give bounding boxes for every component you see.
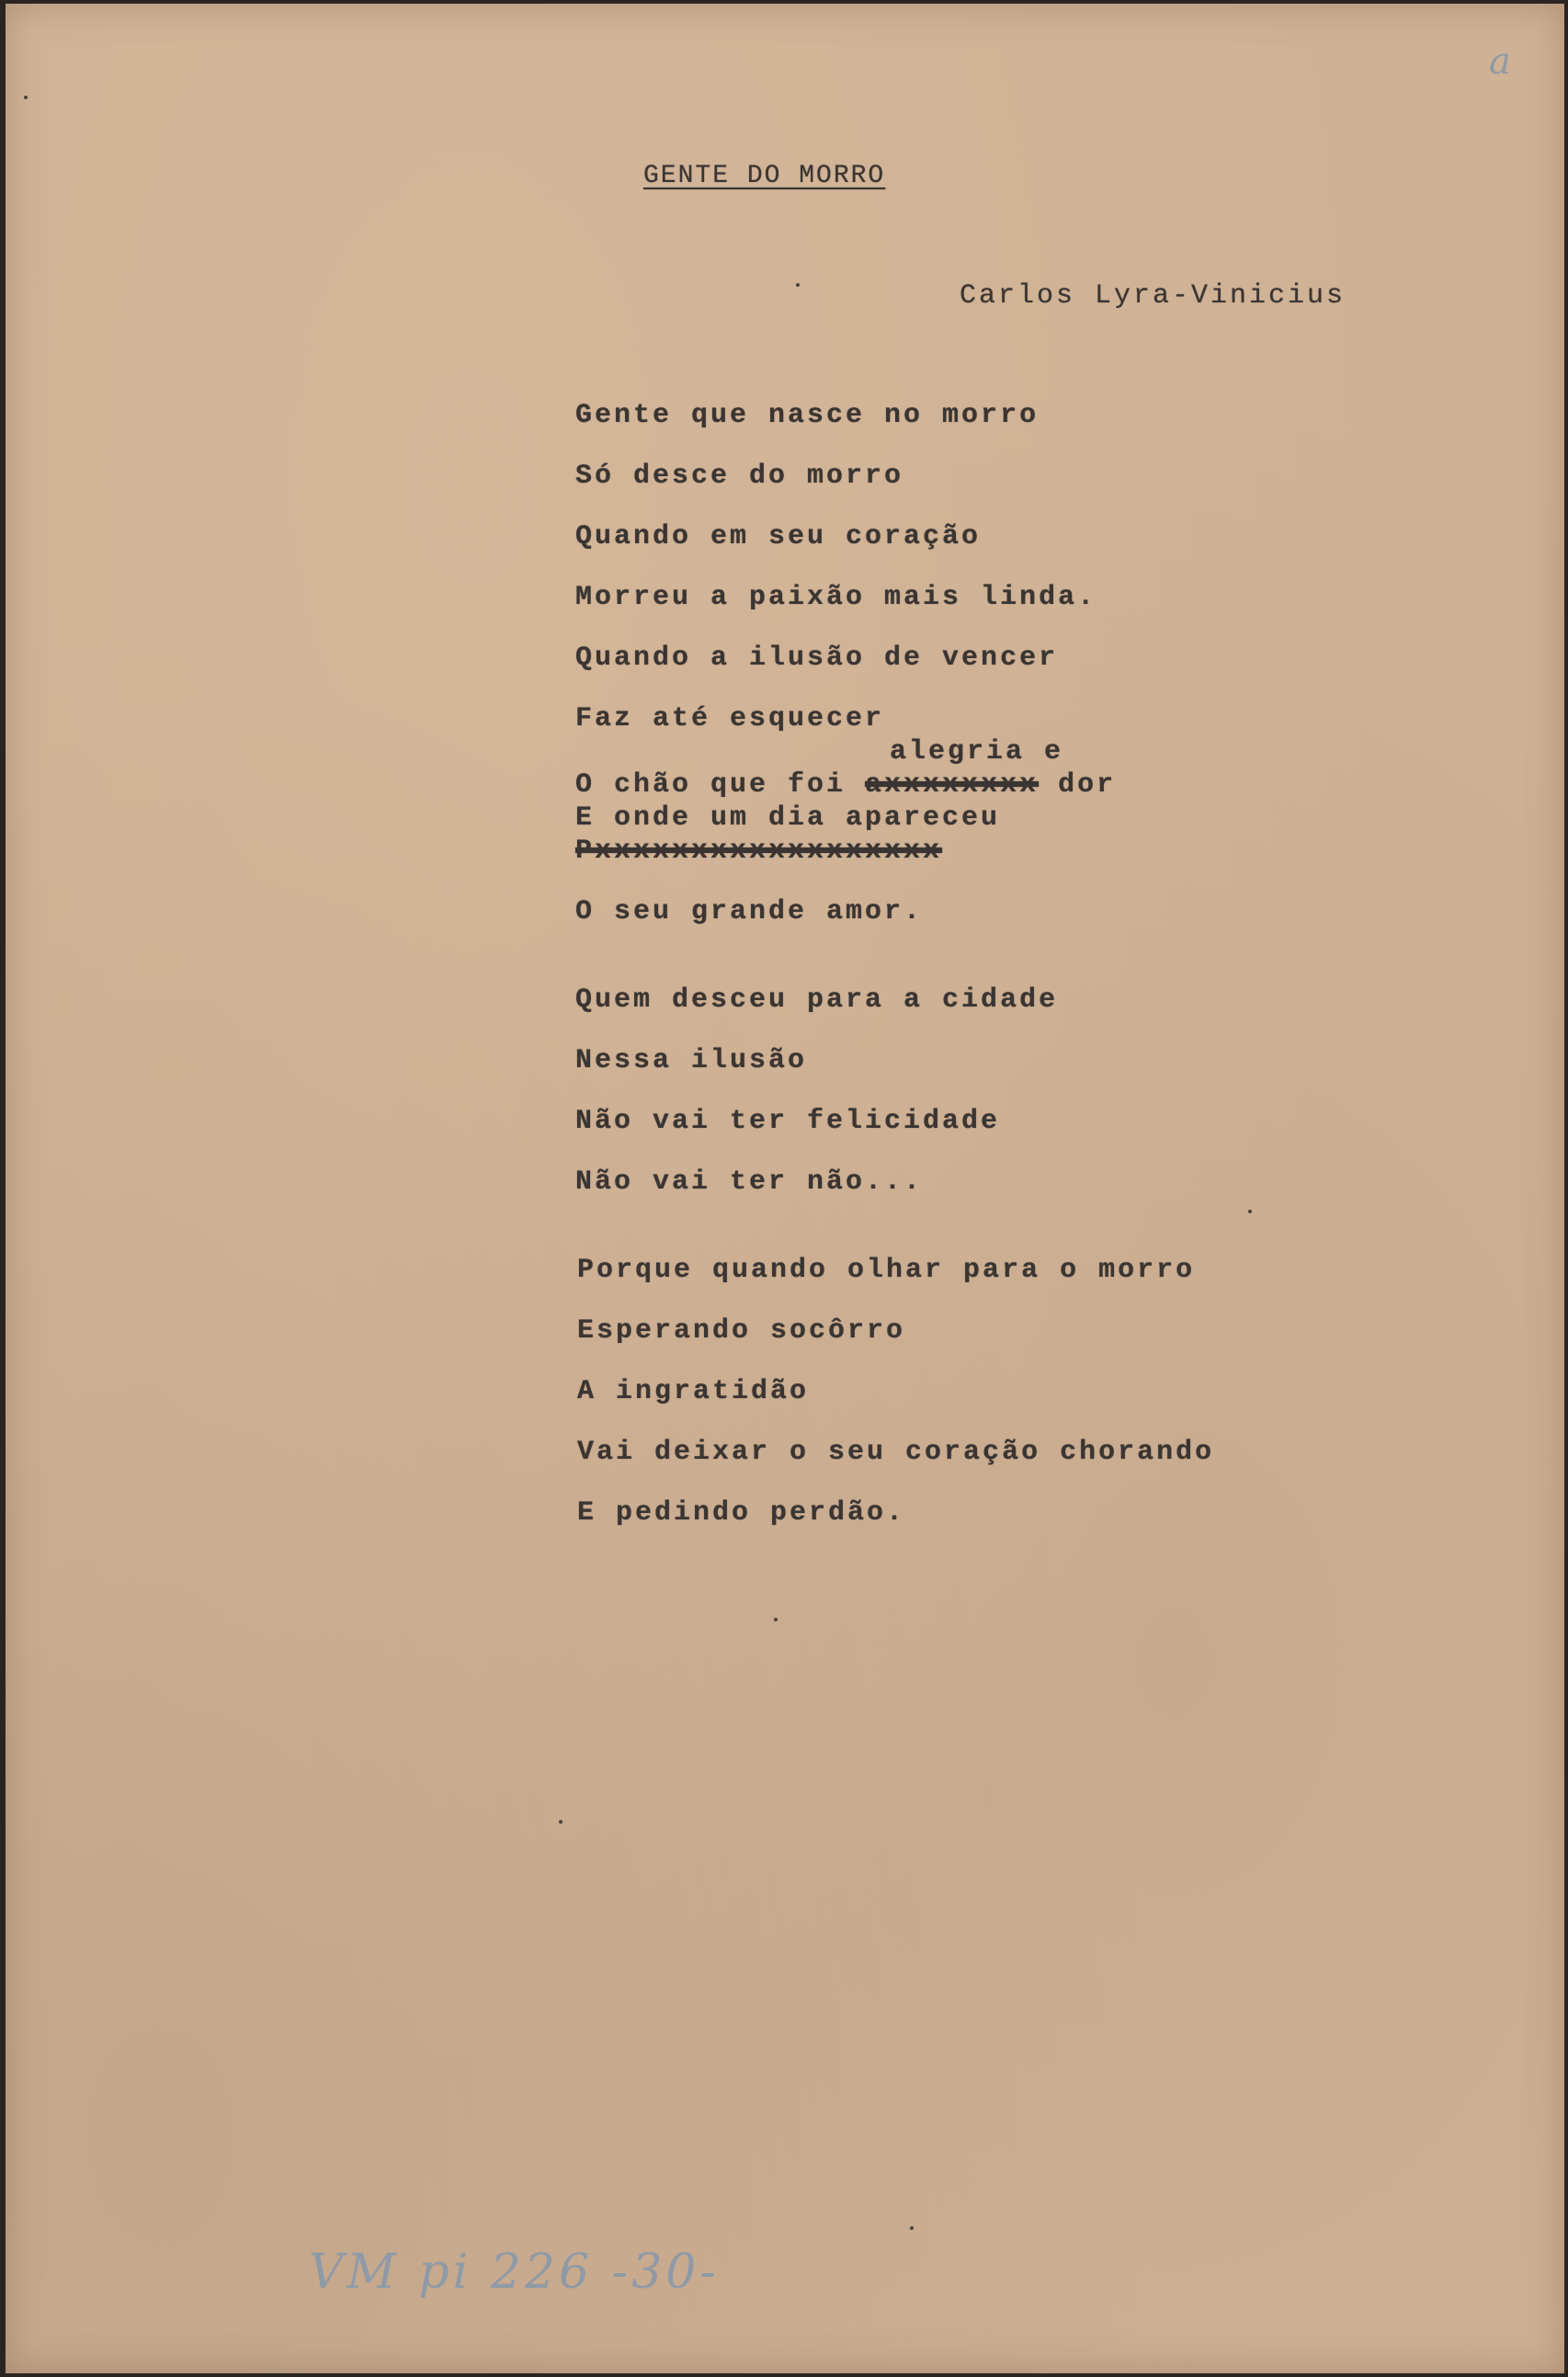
poem-line: Não vai ter felicidade [575, 1106, 1001, 1137]
paper-speck [774, 1618, 778, 1621]
paper-speck [1248, 1210, 1252, 1213]
paper-speck [910, 2226, 914, 2230]
poem-line: Porque quando olhar para o morro [577, 1255, 1196, 1286]
poem-line: Gente que nasce no morro [575, 400, 1040, 431]
poem-line: Não vai ter não... [575, 1166, 924, 1198]
poem-line: Quem desceu para a cidade [575, 984, 1059, 1016]
corrected-line [575, 768, 1116, 802]
struck-line: Pxxxxxxxxxxxxxxxxxx [575, 836, 943, 867]
poem-line: Faz até esquecer [575, 703, 885, 734]
paper-speck [796, 283, 800, 287]
poem-line: Quando em seu coração [575, 521, 982, 552]
poem-author: Carlos Lyra-Vinicius [960, 280, 1346, 312]
struck-word: axxxxxxxx [865, 769, 1040, 801]
typed-correction: alegria e [890, 736, 1064, 768]
poem-line: Vai deixar o seu coração chorando [577, 1437, 1215, 1468]
poem-line: Esperando socôrro [577, 1315, 906, 1347]
poem-line: E onde um dia apareceu [575, 802, 1001, 834]
corner-pencil-mark: a [1489, 40, 1511, 83]
poem-line: Quando a ilusão de vencer [575, 643, 1059, 674]
poem-line: Só desce do morro [575, 461, 904, 492]
poem-line: Nessa ilusão [575, 1045, 808, 1076]
paper-sheet [6, 4, 1564, 2373]
poem-title: GENTE DO MORRO [643, 162, 886, 190]
paper-speck [559, 1820, 562, 1824]
poem-line: O seu grande amor. [575, 896, 924, 927]
poem-line: Morreu a paixão mais linda. [575, 582, 1097, 613]
corrected-line-prefix: O chão que foi [575, 769, 866, 801]
archive-reference: VM pi 226 -30- [309, 2245, 720, 2300]
poem-line: E pedindo perdão. [577, 1497, 906, 1529]
corrected-line-suffix: dor [1039, 769, 1117, 801]
poem-line: A ingratidão [577, 1376, 810, 1407]
paper-speck [24, 96, 28, 99]
